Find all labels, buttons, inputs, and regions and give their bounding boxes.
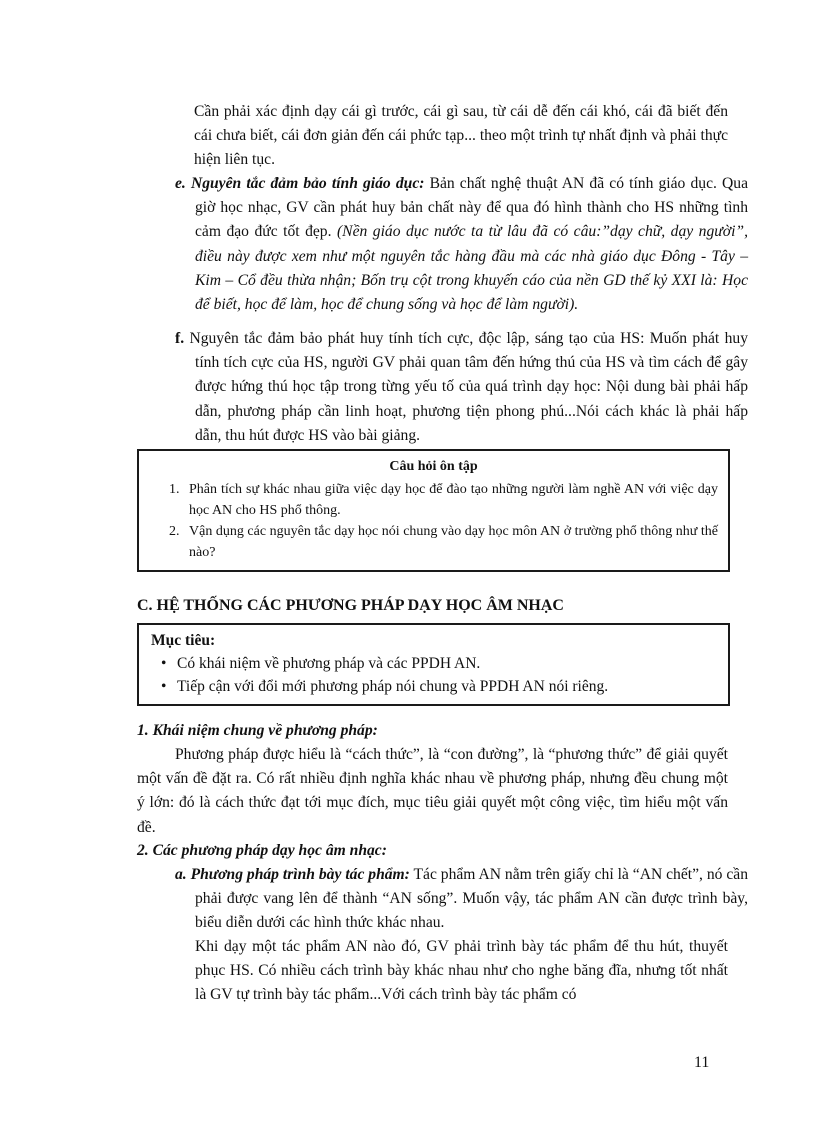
objectives-box (137, 623, 730, 706)
review-question-text: Phân tích sự khác nhau giữa việc dạy học để đào tạo những người làm nghề AN với việc dạy học AN cho HS phổ thông. (189, 482, 718, 518)
method-a-text: Tác phẩm AN nằm trên giấy chỉ là “AN chết”, nó cần phải được vang lên để thành “AN sống”. Muốn vậy, tác phẩm AN cần được trình bày, biểu diễn dưới các hình thức khác nhau. (195, 866, 748, 932)
review-question-number: 1. (169, 482, 180, 497)
principle-f (175, 327, 748, 448)
principle-e-text: Bản chất nghệ thuật AN đã có tính giáo dục. Qua giờ học nhạc, GV cần phát huy bản chất này để qua đó hình thành cho HS những tình cảm đạo đức tốt đẹp. (195, 175, 749, 241)
objectives-heading: Mục tiêu: (151, 632, 216, 649)
principle-f-text: Nguyên tắc đảm bảo phát huy tính tích cực, độc lập, sáng tạo của HS: Muốn phát huy tính tích cực của HS, người GV phải quan tâm đến hứng thú của HS và tìm cách để gây được hứng thú học tập trong từng yếu tố của quá trình dạy học: Nội dung bài phải hấp dẫn, phương pháp cần linh hoạt, phương tiện phong phú...Nói cách khác là phải hấp dẫn, thu hút được HS vào bài giảng. (184, 330, 748, 444)
review-question-number: 2. (169, 524, 180, 539)
review-question (139, 479, 728, 521)
subsection-1-title: 1. Khái niệm chung về phương pháp: (137, 722, 378, 739)
principle-e-label: e. Nguyên tắc đảm bảo tính giáo dục: (175, 175, 425, 192)
principle-f-label: f. (175, 330, 185, 347)
section-c-heading: C. HỆ THỐNG CÁC PHƯƠNG PHÁP DẠY HỌC ÂM NHẠC (137, 597, 564, 614)
objective-item (139, 652, 728, 675)
objective-text: Có khái niệm về phương pháp và các PPDH AN. (177, 655, 481, 672)
paragraph-sequence-principle: Cần phải xác định dạy cái gì trước, cái gì sau, từ cái dễ đến cái khó, cái đã biết đến cái chưa biết, cái đơn giản đến cái phức tạp... theo một trình tự nhất định và phải thực hiện liên tục. (194, 103, 728, 169)
review-question (139, 521, 728, 563)
review-questions-title: Câu hỏi ôn tập (389, 459, 478, 474)
review-question-text: Vận dụng các nguyên tắc dạy học nói chung vào dạy học môn AN ở trường phổ thông như thế nào? (189, 524, 718, 560)
objectives-list (139, 652, 728, 698)
review-questions-list (139, 479, 728, 563)
review-questions-box (137, 449, 730, 572)
objective-item (139, 675, 728, 698)
method-a (175, 863, 748, 936)
bullet-icon: • (161, 678, 167, 695)
principle-e-note: (Nền giáo dục nước ta từ lâu đã có câu:”dạy chữ, dạy người”, điều này được xem như một nguyên tắc hàng đầu mà các nhà giáo dục Đông - Tây – Kim – Cổ đều thừa nhận; Bốn trụ cột trong khuyến cáo của nền GD thế kỷ XXI là: Học để biết, học để làm, học để chung sống và học để làm người). (195, 223, 748, 314)
subsection-1-paragraph: Phương pháp được hiểu là “cách thức”, là “con đường”, là “phương thức” để giải quyết một vấn đề đặt ra. Có rất nhiều định nghĩa khác nhau về phương pháp, nhưng đều chung một ý lớn: đó là cách thức đạt tới mục đích, mục tiêu giải quyết một công việc, tìm hiểu một vấn đề. (137, 746, 728, 836)
bullet-icon: • (161, 655, 167, 672)
principle-e (175, 172, 748, 317)
method-a-label: a. Phương pháp trình bày tác phẩm: (175, 866, 410, 883)
page-number: 11 (694, 1054, 710, 1071)
subsection-2-title: 2. Các phương pháp dạy học âm nhạc: (137, 842, 387, 859)
method-a-paragraph-2: Khi dạy một tác phẩm AN nào đó, GV phải trình bày tác phẩm để thu hút, thuyết phục HS. Có nhiều cách trình bày khác nhau như cho nghe băng đĩa, nhưng tốt nhất là GV tự trình bày tác phẩm...Với cách trình bày tác phẩm có (195, 938, 728, 1004)
objective-text: Tiếp cận với đổi mới phương pháp nói chung và PPDH AN nói riêng. (177, 678, 609, 695)
